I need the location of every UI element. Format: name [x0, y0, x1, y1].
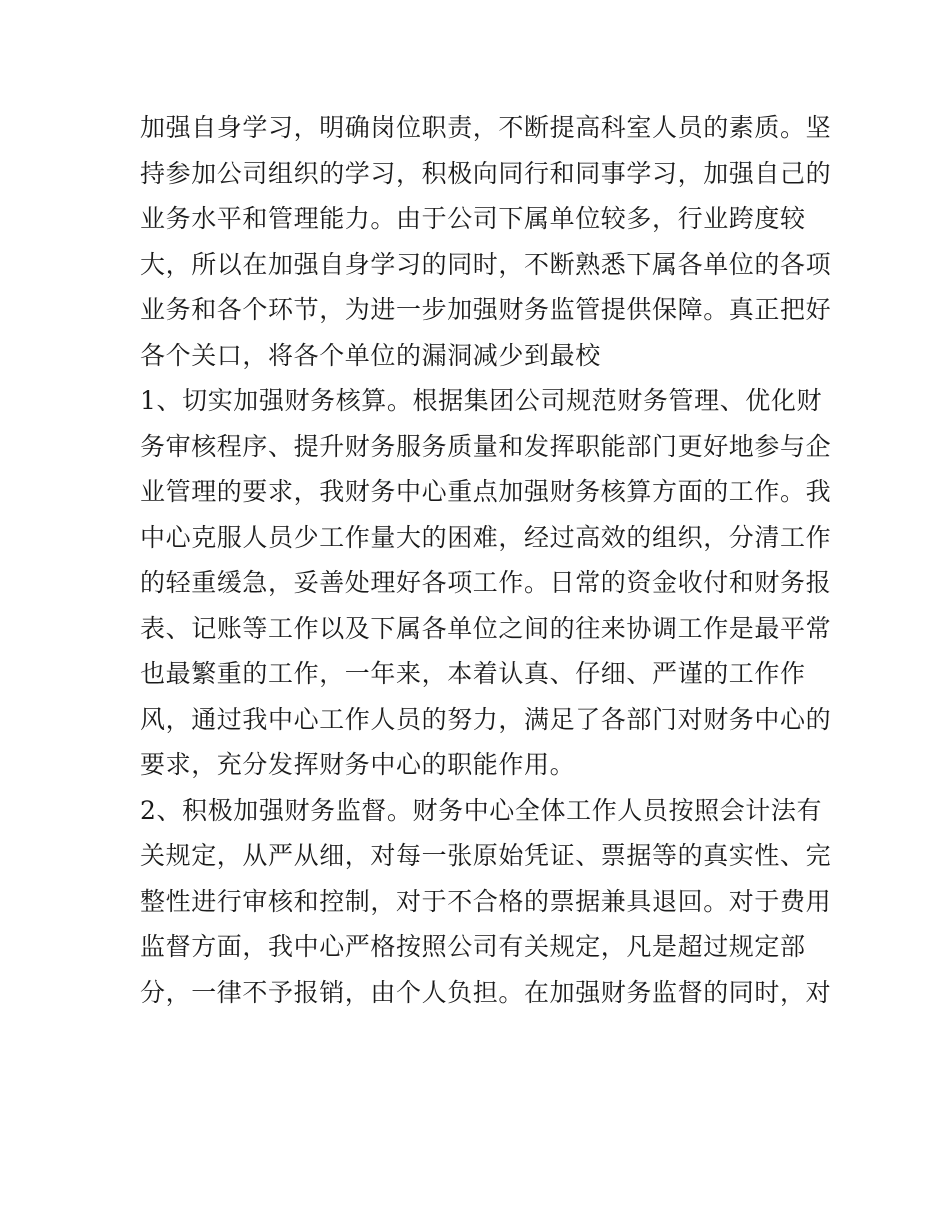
- text-line-14: 风，通过我中心工作人员的努力，满足了各部门对财务中心的: [140, 704, 832, 734]
- text-line-10: 中心克服人员少工作量大的困难，经过高效的组织，分清工作: [140, 522, 832, 552]
- text-line-4: 大，所以在加强自身学习的同时，不断熟悉下属各单位的各项: [140, 249, 832, 279]
- text-line-8: 务审核程序、提升财务服务质量和发挥职能部门更好地参与企: [140, 431, 832, 461]
- text-line-1: 加强自身学习，明确岗位职责，不断提高科室人员的素质。坚: [140, 113, 832, 142]
- text-line-15: 要求，充分发挥财务中心的职能作用。: [140, 750, 576, 779]
- text-line-13: 也最繁重的工作，一年来，本着认真、仔细、严谨的工作作: [140, 659, 806, 688]
- text-line-17: 关规定，从严从细，对每一张原始凭证、票据等的真实性、完: [140, 841, 832, 870]
- text-line-2: 持参加公司组织的学习，积极向同行和同事学习，加强自己的: [140, 158, 832, 188]
- body-text: [140, 105, 832, 1015]
- text-line-5: 业务和各个环节，为进一步加强财务监管提供保障。真正把好: [140, 295, 832, 324]
- text-line-6: 各个关口，将各个单位的漏洞减少到最校: [140, 340, 601, 370]
- text-line-9: 业管理的要求，我财务中心重点加强财务核算方面的工作。我: [140, 477, 832, 506]
- text-line-12: 表、记账等工作以及下属各单位之间的往来协调工作是最平常: [140, 613, 832, 643]
- text-line-3: 业务水平和管理能力。由于公司下属单位较多，行业跨度较: [140, 204, 806, 233]
- text-line-16: 2、积极加强财务监督。财务中心全体工作人员按照会计法有: [140, 795, 823, 825]
- text-line-11: 的轻重缓急，妥善处理好各项工作。日常的资金收付和财务报: [140, 568, 832, 597]
- text-line-19: 监督方面，我中心严格按照公司有关规定，凡是超过规定部: [140, 932, 806, 961]
- text-line-20: 分，一律不予报销，由个人负担。在加强财务监督的同时，对: [140, 977, 832, 1007]
- text-line-18: 整性进行审核和控制，对于不合格的票据兼具退回。对于费用: [140, 886, 832, 916]
- text-line-7: 1、切实加强财务核算。根据集团公司规范财务管理、优化财: [140, 386, 823, 415]
